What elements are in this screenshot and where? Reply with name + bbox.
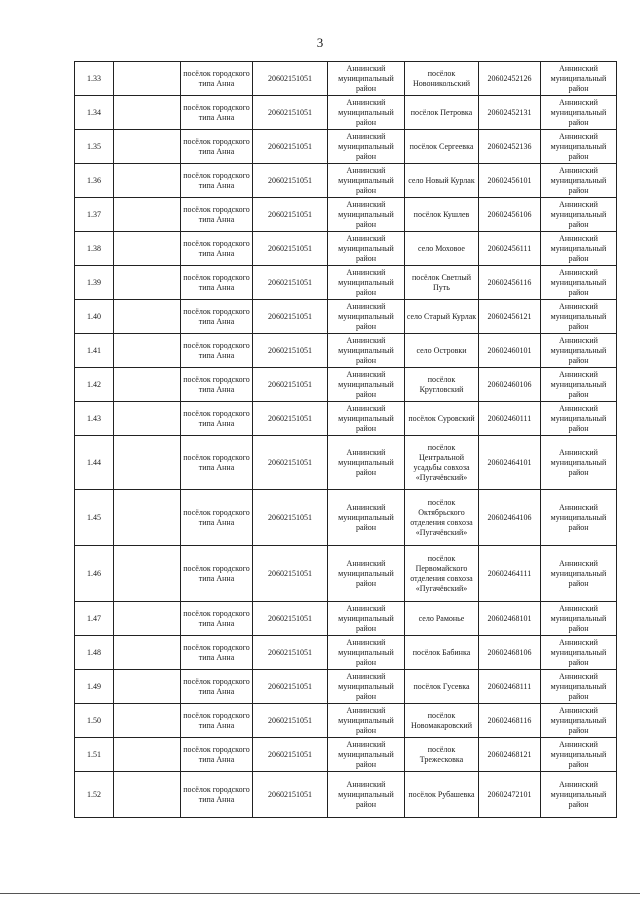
locality-code-cell: 20602456101 — [479, 164, 541, 198]
code-cell: 20602151051 — [253, 436, 328, 490]
table-row — [75, 164, 617, 198]
district-cell-2: Аннинский муниципальный район — [541, 198, 617, 232]
locality-code-cell: 20602460106 — [479, 368, 541, 402]
row-number-cell: 1.48 — [75, 636, 114, 670]
locality-code-cell: 20602452126 — [479, 62, 541, 96]
row-number-cell: 1.51 — [75, 738, 114, 772]
district-cell-2: Аннинский муниципальный район — [541, 334, 617, 368]
locality-code-cell: 20602468101 — [479, 602, 541, 636]
code-cell: 20602151051 — [253, 670, 328, 704]
district-cell: Аннинский муниципальный район — [328, 96, 405, 130]
locality-cell: село Старый Курлак — [405, 300, 479, 334]
district-cell-2: Аннинский муниципальный район — [541, 546, 617, 602]
code-cell: 20602151051 — [253, 300, 328, 334]
settlement-cell: посёлок городского типа Анна — [181, 738, 253, 772]
locality-code-cell: 20602464101 — [479, 436, 541, 490]
code-cell: 20602151051 — [253, 334, 328, 368]
district-cell: Аннинский муниципальный район — [328, 164, 405, 198]
settlement-cell: посёлок городского типа Анна — [181, 490, 253, 546]
table-row — [75, 636, 617, 670]
locality-cell: посёлок Кушлев — [405, 198, 479, 232]
code-cell: 20602151051 — [253, 232, 328, 266]
table-row — [75, 62, 617, 96]
district-cell-2: Аннинский муниципальный район — [541, 402, 617, 436]
row-number-cell: 1.33 — [75, 62, 114, 96]
blank-cell — [114, 402, 181, 436]
locality-code-cell: 20602468111 — [479, 670, 541, 704]
district-cell-2: Аннинский муниципальный район — [541, 232, 617, 266]
blank-cell — [114, 334, 181, 368]
locality-code-cell: 20602472101 — [479, 772, 541, 818]
locality-cell: посёлок Гусевка — [405, 670, 479, 704]
district-cell: Аннинский муниципальный район — [328, 334, 405, 368]
settlement-cell: посёлок городского типа Анна — [181, 546, 253, 602]
district-cell-2: Аннинский муниципальный район — [541, 636, 617, 670]
code-cell: 20602151051 — [253, 546, 328, 602]
row-number-cell: 1.34 — [75, 96, 114, 130]
row-number-cell: 1.52 — [75, 772, 114, 818]
district-cell: Аннинский муниципальный район — [328, 738, 405, 772]
locality-cell: село Рамонье — [405, 602, 479, 636]
district-cell-2: Аннинский муниципальный район — [541, 266, 617, 300]
code-cell: 20602151051 — [253, 636, 328, 670]
locality-cell: посёлок Рубашевка — [405, 772, 479, 818]
row-number-cell: 1.47 — [75, 602, 114, 636]
code-cell: 20602151051 — [253, 490, 328, 546]
locality-cell: посёлок Первомайского отделения совхоза «Пугачёвский» — [405, 546, 479, 602]
locality-code-cell: 20602468116 — [479, 704, 541, 738]
blank-cell — [114, 546, 181, 602]
locality-cell: село Новый Курлак — [405, 164, 479, 198]
settlement-cell: посёлок городского типа Анна — [181, 602, 253, 636]
settlement-cell: посёлок городского типа Анна — [181, 164, 253, 198]
row-number-cell: 1.50 — [75, 704, 114, 738]
locality-cell: посёлок Центральной усадьбы совхоза «Пугачёвский» — [405, 436, 479, 490]
blank-cell — [114, 130, 181, 164]
code-cell: 20602151051 — [253, 602, 328, 636]
table-row — [75, 602, 617, 636]
district-cell: Аннинский муниципальный район — [328, 62, 405, 96]
row-number-cell: 1.37 — [75, 198, 114, 232]
settlements-table — [74, 61, 617, 818]
settlement-cell: посёлок городского типа Анна — [181, 704, 253, 738]
code-cell: 20602151051 — [253, 62, 328, 96]
district-cell: Аннинский муниципальный район — [328, 198, 405, 232]
district-cell-2: Аннинский муниципальный район — [541, 772, 617, 818]
district-cell-2: Аннинский муниципальный район — [541, 96, 617, 130]
row-number-cell: 1.49 — [75, 670, 114, 704]
table-row — [75, 670, 617, 704]
blank-cell — [114, 636, 181, 670]
settlement-cell: посёлок городского типа Анна — [181, 334, 253, 368]
locality-cell: посёлок Новомакаровский — [405, 704, 479, 738]
row-number-cell: 1.46 — [75, 546, 114, 602]
settlement-cell: посёлок городского типа Анна — [181, 368, 253, 402]
locality-code-cell: 20602468106 — [479, 636, 541, 670]
code-cell: 20602151051 — [253, 704, 328, 738]
locality-code-cell: 20602456111 — [479, 232, 541, 266]
blank-cell — [114, 300, 181, 334]
locality-cell: посёлок Октябрьского отделения совхоза «Пугачёвский» — [405, 490, 479, 546]
table-row — [75, 96, 617, 130]
district-cell: Аннинский муниципальный район — [328, 436, 405, 490]
locality-cell: посёлок Суровский — [405, 402, 479, 436]
blank-cell — [114, 62, 181, 96]
settlement-cell: посёлок городского типа Анна — [181, 436, 253, 490]
blank-cell — [114, 436, 181, 490]
district-cell-2: Аннинский муниципальный район — [541, 300, 617, 334]
district-cell: Аннинский муниципальный район — [328, 670, 405, 704]
table-row — [75, 266, 617, 300]
row-number-cell: 1.38 — [75, 232, 114, 266]
settlement-cell: посёлок городского типа Анна — [181, 402, 253, 436]
blank-cell — [114, 738, 181, 772]
locality-code-cell: 20602456106 — [479, 198, 541, 232]
settlement-cell: посёлок городского типа Анна — [181, 232, 253, 266]
table-row — [75, 436, 617, 490]
district-cell: Аннинский муниципальный район — [328, 300, 405, 334]
table-row — [75, 490, 617, 546]
row-number-cell: 1.39 — [75, 266, 114, 300]
table-row — [75, 368, 617, 402]
row-number-cell: 1.40 — [75, 300, 114, 334]
settlement-cell: посёлок городского типа Анна — [181, 772, 253, 818]
locality-code-cell: 20602464106 — [479, 490, 541, 546]
locality-cell: посёлок Бабинка — [405, 636, 479, 670]
district-cell: Аннинский муниципальный район — [328, 602, 405, 636]
table-row — [75, 232, 617, 266]
blank-cell — [114, 602, 181, 636]
code-cell: 20602151051 — [253, 266, 328, 300]
locality-cell: посёлок Трежесковка — [405, 738, 479, 772]
code-cell: 20602151051 — [253, 164, 328, 198]
locality-cell: посёлок Новоникольский — [405, 62, 479, 96]
locality-cell: село Моховое — [405, 232, 479, 266]
bottom-rule — [0, 893, 640, 894]
locality-cell: село Островки — [405, 334, 479, 368]
locality-code-cell: 20602456116 — [479, 266, 541, 300]
blank-cell — [114, 198, 181, 232]
table-body — [75, 62, 617, 818]
table-row — [75, 300, 617, 334]
locality-cell: посёлок Кругловский — [405, 368, 479, 402]
locality-code-cell: 20602460111 — [479, 402, 541, 436]
district-cell-2: Аннинский муниципальный район — [541, 738, 617, 772]
settlement-cell: посёлок городского типа Анна — [181, 300, 253, 334]
district-cell: Аннинский муниципальный район — [328, 232, 405, 266]
page-number: 3 — [316, 35, 324, 50]
district-cell-2: Аннинский муниципальный район — [541, 436, 617, 490]
settlement-cell: посёлок городского типа Анна — [181, 130, 253, 164]
row-number-cell: 1.45 — [75, 490, 114, 546]
blank-cell — [114, 704, 181, 738]
blank-cell — [114, 232, 181, 266]
blank-cell — [114, 490, 181, 546]
row-number-cell: 1.35 — [75, 130, 114, 164]
locality-code-cell: 20602468121 — [479, 738, 541, 772]
district-cell: Аннинский муниципальный район — [328, 368, 405, 402]
locality-code-cell: 20602464111 — [479, 546, 541, 602]
district-cell: Аннинский муниципальный район — [328, 130, 405, 164]
table-row — [75, 198, 617, 232]
settlement-cell: посёлок городского типа Анна — [181, 62, 253, 96]
code-cell: 20602151051 — [253, 402, 328, 436]
district-cell-2: Аннинский муниципальный район — [541, 164, 617, 198]
district-cell-2: Аннинский муниципальный район — [541, 602, 617, 636]
blank-cell — [114, 368, 181, 402]
row-number-cell: 1.41 — [75, 334, 114, 368]
settlement-cell: посёлок городского типа Анна — [181, 670, 253, 704]
district-cell: Аннинский муниципальный район — [328, 402, 405, 436]
district-cell-2: Аннинский муниципальный район — [541, 704, 617, 738]
settlement-cell: посёлок городского типа Анна — [181, 198, 253, 232]
locality-code-cell: 20602452136 — [479, 130, 541, 164]
district-cell-2: Аннинский муниципальный район — [541, 62, 617, 96]
code-cell: 20602151051 — [253, 772, 328, 818]
table-row — [75, 402, 617, 436]
row-number-cell: 1.36 — [75, 164, 114, 198]
district-cell: Аннинский муниципальный район — [328, 266, 405, 300]
blank-cell — [114, 670, 181, 704]
district-cell-2: Аннинский муниципальный район — [541, 670, 617, 704]
district-cell: Аннинский муниципальный район — [328, 490, 405, 546]
blank-cell — [114, 164, 181, 198]
district-cell: Аннинский муниципальный район — [328, 704, 405, 738]
blank-cell — [114, 772, 181, 818]
locality-code-cell: 20602456121 — [479, 300, 541, 334]
blank-cell — [114, 96, 181, 130]
settlement-cell: посёлок городского типа Анна — [181, 266, 253, 300]
row-number-cell: 1.42 — [75, 368, 114, 402]
settlement-cell: посёлок городского типа Анна — [181, 636, 253, 670]
table-row — [75, 130, 617, 164]
district-cell: Аннинский муниципальный район — [328, 546, 405, 602]
table-row — [75, 546, 617, 602]
locality-code-cell: 20602460101 — [479, 334, 541, 368]
district-cell: Аннинский муниципальный район — [328, 772, 405, 818]
district-cell-2: Аннинский муниципальный район — [541, 130, 617, 164]
locality-cell: посёлок Петровка — [405, 96, 479, 130]
table-row — [75, 772, 617, 818]
district-cell-2: Аннинский муниципальный район — [541, 368, 617, 402]
blank-cell — [114, 266, 181, 300]
code-cell: 20602151051 — [253, 368, 328, 402]
settlement-cell: посёлок городского типа Анна — [181, 96, 253, 130]
code-cell: 20602151051 — [253, 96, 328, 130]
district-cell: Аннинский муниципальный район — [328, 636, 405, 670]
code-cell: 20602151051 — [253, 738, 328, 772]
code-cell: 20602151051 — [253, 198, 328, 232]
table-row — [75, 704, 617, 738]
district-cell-2: Аннинский муниципальный район — [541, 490, 617, 546]
locality-cell: посёлок Светлый Путь — [405, 266, 479, 300]
table-row — [75, 334, 617, 368]
table-row — [75, 738, 617, 772]
row-number-cell: 1.43 — [75, 402, 114, 436]
locality-code-cell: 20602452131 — [479, 96, 541, 130]
code-cell: 20602151051 — [253, 130, 328, 164]
locality-cell: посёлок Сергеевка — [405, 130, 479, 164]
row-number-cell: 1.44 — [75, 436, 114, 490]
